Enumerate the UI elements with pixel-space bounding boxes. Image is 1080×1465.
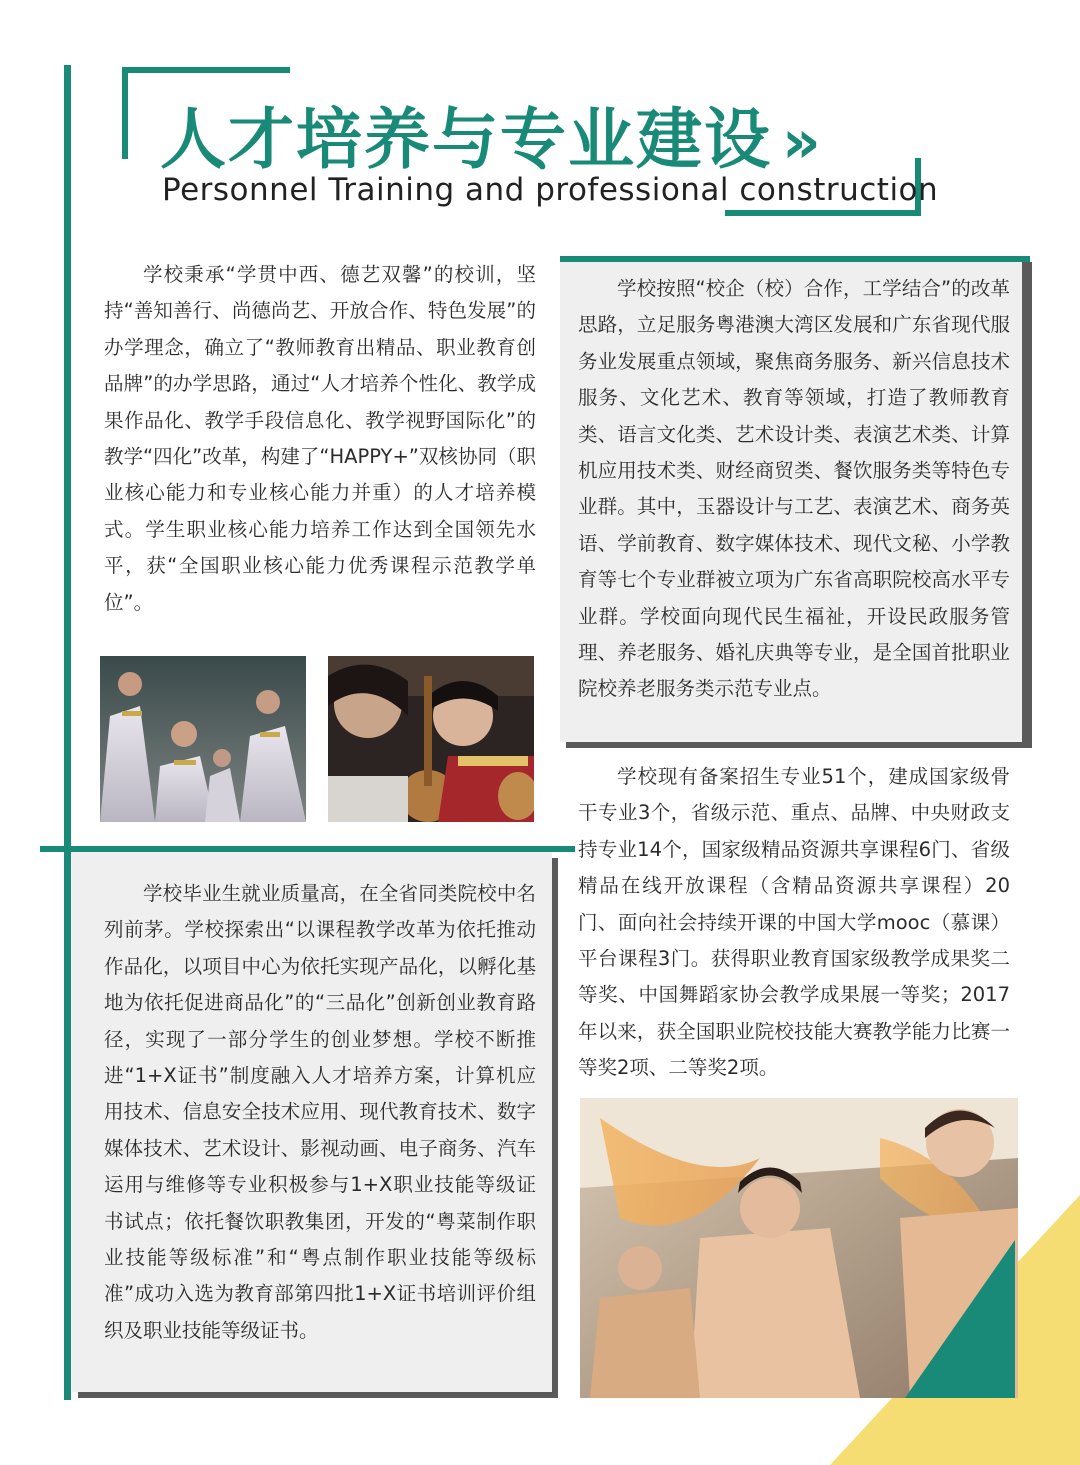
- performers-photo: [100, 656, 306, 822]
- frame-left-vertical: [64, 65, 71, 1400]
- page-subtitle: Personnel Training and professional construction: [162, 172, 939, 208]
- employment-paragraph: 学校毕业生就业质量高，在全省同类院校中名列前茅。学校探索出“以课程教学改革为依托推动作品化，以项目中心为依托实现产品化，以孵化基地为依托促进商品化”的“三品化”创新创业教育路径，实现了一部分学生的创业梦想。学校不断推进“1+X证书”制度融入人才培养方案，计算机应用技术、信息安全技术应用、现代教育技术、数字媒体技术、艺术设计、影视动画、电子商务、汽车运用与维修等专业积极参与1+X职业技能等级证书试点；依托餐饮职教集团，开发的“粤菜制作职业技能等级标准”和“粤点制作职业技能等级标准”成功入选为教育部第四批1+X证书培训评价组织及职业技能等级证书。: [104, 882, 536, 1342]
- reform-paragraph: 学校按照“校企（校）合作，工学结合”的改革思路，立足服务粤港澳大湾区发展和广东省现代服务业发展重点领域，聚焦商务服务、新兴信息技术服务、文化艺术、教育等领域，打造了教师教育类、语言文化类、艺术设计类、表演艺术类、计算机应用技术类、财经商贸类、餐饮服务类等特色专业群。其中，玉器设计与工艺、表演艺术、商务英语、学前教育、数字媒体技术、现代文秘、小学教育等七个专业群被立项为广东省高职院校高水平专业群。学校面向现代民生福祉，开设民政服务管理、养老服务、婚礼庆典等专业，是全国首批职业院校养老服务类示范专业点。: [578, 277, 1010, 701]
- intro-paragraph: 学校秉承“学贯中西、德艺双馨”的校训，坚持“善知善行、尚德尚艺、开放合作、特色发展”的办学理念，确立了“教师教育出精品、职业教育创品牌”的办学思路，通过“人才培养个性化、教学成果作品化、教学手段信息化、教学视野国际化”的教学“四化”改革，构建了“HAPPY+”双核协同（职业核心能力和专业核心能力并重）的人才培养模式。学生职业核心能力培养工作达到全国领先水平，获“全国职业核心能力优秀课程示范教学单位”。: [104, 263, 536, 614]
- title-text: 人才培养与专业建设: [160, 101, 772, 178]
- title-bracket-left-vertical: [122, 67, 128, 159]
- title-bracket-top: [122, 67, 290, 73]
- title-bracket-bottom: [725, 210, 921, 216]
- page-title: [160, 86, 823, 181]
- musicians-photo: [328, 656, 534, 822]
- double-chevron-icon: »: [782, 107, 823, 177]
- majors-paragraph: 学校现有备案招生专业51个，建成国家级骨干专业3个，省级示范、重点、品牌、中央财政支持专业14个，国家级精品资源共享课程6门、省级精品在线开放课程（含精品资源共享课程）20门、面向社会持续开课的中国大学mooc（慕课）平台课程3门。获得职业教育国家级教学成果奖二等奖、中国舞蹈家协会教学成果展一等奖；2017年以来，获全国职业院校技能大赛教学能力比赛一等奖2项、二等奖2项。: [578, 765, 1010, 1080]
